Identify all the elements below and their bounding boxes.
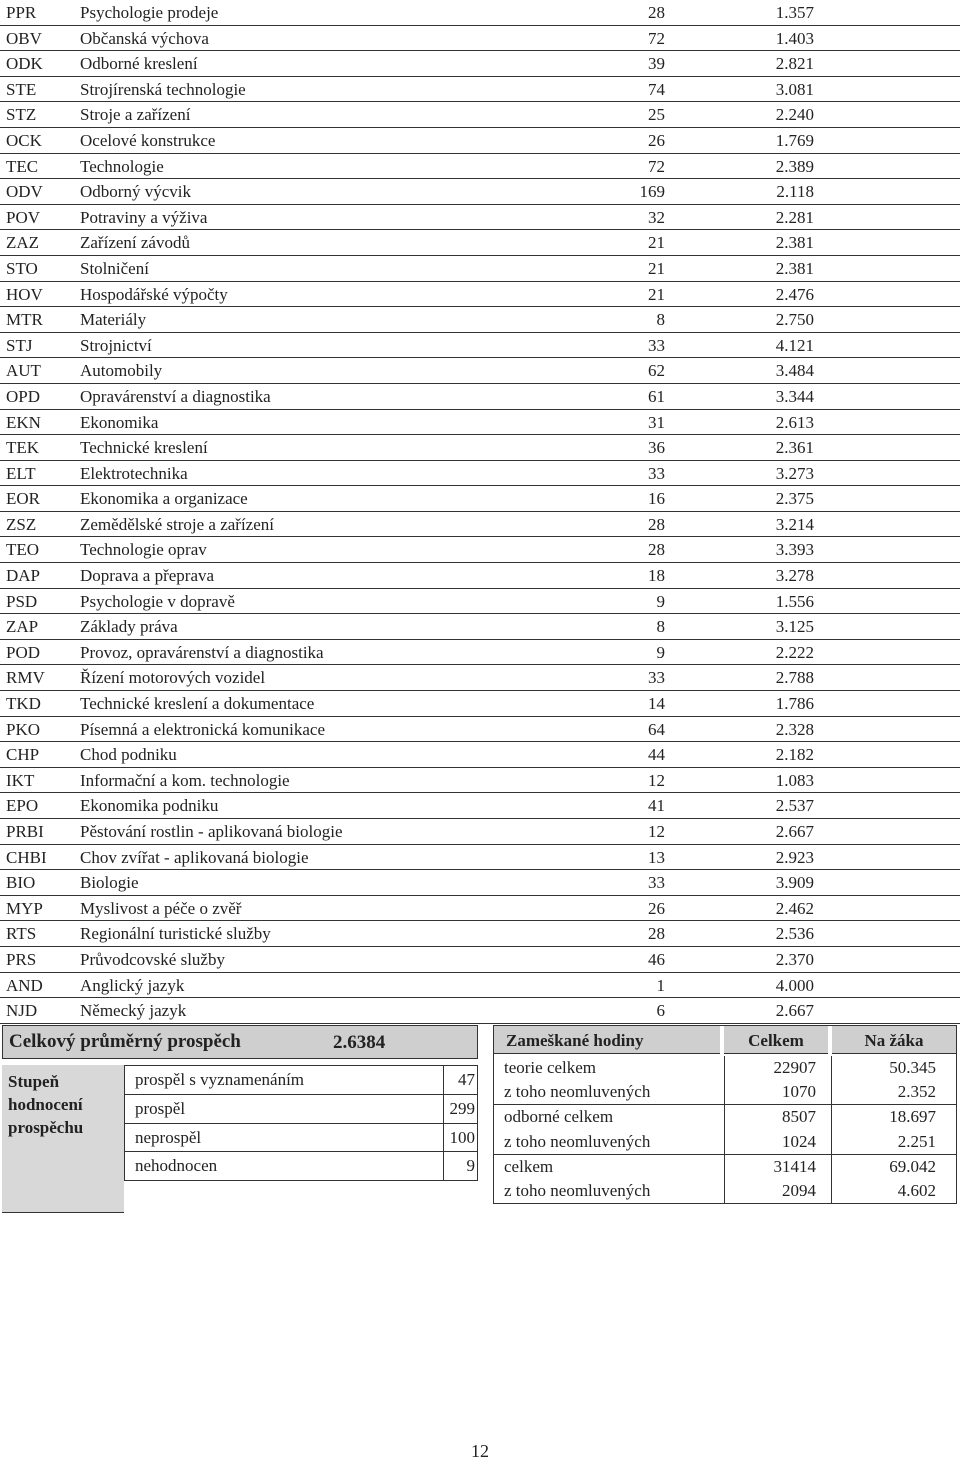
subject-average: 2.118: [776, 182, 814, 202]
subject-name: Automobily: [80, 361, 163, 381]
table-row: [0, 845, 960, 871]
table-row: [0, 154, 960, 180]
subject-name: Psychologie prodeje: [80, 3, 219, 22]
subject-code: RMV: [6, 668, 45, 688]
subject-name: Technologie oprav: [80, 540, 207, 560]
subject-name: Chov zvířat - aplikovaná biologie: [80, 847, 309, 867]
absence-label: z toho neomluvených: [504, 1082, 651, 1102]
absence-per-student: 69.042: [889, 1156, 936, 1176]
page-number: 12: [471, 1441, 489, 1461]
absence-total: 31414: [773, 1156, 816, 1176]
subject-code: AUT: [6, 361, 41, 381]
subject-name: Materiály: [80, 310, 147, 330]
subject-code: STJ: [6, 335, 33, 355]
grade-label: prospěl: [135, 1099, 186, 1118]
table-row: [0, 435, 960, 461]
subject-average: 3.484: [775, 361, 814, 381]
subject-name: Ekonomika: [80, 412, 159, 432]
subject-average: 2.281: [775, 207, 814, 227]
student-count: 33: [648, 668, 665, 688]
subject-average: 2.537: [775, 796, 814, 816]
subject-average: 2.370: [775, 949, 814, 969]
student-count: 9: [656, 591, 665, 611]
grade-label: neprospěl: [135, 1127, 202, 1147]
table-row: [0, 614, 960, 640]
grade-rows: [124, 1065, 478, 1181]
subject-code: DAP: [6, 566, 41, 586]
subject-name: Myslivost a péče o zvěř: [80, 898, 242, 918]
table-row: [0, 282, 960, 308]
absence-per-student: 2.352: [897, 1082, 936, 1102]
student-count: 33: [648, 335, 665, 355]
subject-code: PKO: [6, 719, 41, 739]
table-row: [0, 793, 960, 819]
subject-name: Technické kreslení a dokumentace: [80, 694, 315, 714]
subject-average: 2.821: [775, 54, 814, 74]
subject-average: 2.462: [775, 898, 814, 918]
subject-code: IKT: [6, 770, 35, 790]
subject-name: Strojírenská technologie: [80, 79, 246, 99]
subject-code: EPO: [6, 796, 39, 816]
table-row: [0, 870, 960, 896]
subject-average: 2.613: [775, 412, 814, 432]
grade-count: 299: [443, 1095, 477, 1123]
subject-average: 4.121: [775, 335, 814, 355]
student-count: 28: [648, 514, 665, 534]
subject-average: 2.923: [775, 847, 814, 867]
absence-total: 1024: [782, 1131, 816, 1151]
subject-name: Ekonomika a organizace: [80, 489, 248, 509]
table-row: [0, 691, 960, 717]
overall-average-row: [2, 1025, 478, 1059]
subject-name: Doprava a přeprava: [80, 566, 215, 586]
subject-average: 2.536: [775, 924, 814, 944]
table-row: [0, 819, 960, 845]
subject-code: EKN: [6, 412, 41, 432]
table-row: [0, 410, 960, 436]
subject-code: HOV: [6, 284, 43, 304]
absence-label: z toho neomluvených: [504, 1131, 651, 1151]
subject-name: Stolničení: [80, 258, 149, 278]
grade-row: [124, 1065, 478, 1095]
absence-label: odborné celkem: [504, 1107, 614, 1127]
subject-name: Pěstování rostlin - aplikovaná biologie: [80, 822, 343, 841]
subject-name: Regionální turistické služby: [80, 924, 271, 944]
subject-code: MTR: [6, 310, 43, 330]
grade-label-line: prospěchu: [8, 1118, 84, 1137]
table-row: [0, 461, 960, 487]
subject-average: 2.381: [775, 233, 814, 253]
student-count: 72: [648, 156, 665, 176]
grade-row: [124, 1124, 478, 1153]
student-count: 39: [648, 54, 665, 74]
table-row: [0, 333, 960, 359]
absences-table: [493, 1025, 957, 1204]
subject-code: NJD: [6, 1001, 38, 1021]
table-row: [0, 230, 960, 256]
student-count: 32: [648, 207, 665, 227]
subject-name: Občanská výchova: [80, 28, 209, 48]
student-count: 16: [648, 489, 665, 509]
overall-average-label: Celkový průměrný prospěch: [9, 1031, 241, 1052]
subject-name: Chod podniku: [80, 745, 177, 765]
subject-average: 1.556: [775, 591, 814, 611]
subject-name: Ekonomika podniku: [80, 796, 219, 816]
subject-name: Technické kreslení: [80, 438, 208, 458]
student-count: 8: [656, 617, 665, 637]
grade-label-line: Stupeň: [8, 1072, 60, 1091]
absence-label: teorie celkem: [504, 1058, 597, 1077]
subject-code: ODV: [6, 182, 43, 202]
student-count: 25: [648, 105, 665, 125]
subject-average: 2.361: [775, 438, 814, 458]
subject-name: Písemná a elektronická komunikace: [80, 719, 325, 739]
absence-total: 1070: [782, 1082, 816, 1102]
subject-name: Provoz, opravárenství a diagnostika: [80, 642, 324, 662]
subject-code: POD: [6, 642, 41, 662]
table-row: [0, 307, 960, 333]
subject-average: 2.328: [775, 719, 814, 739]
absence-per-student: 50.345: [889, 1058, 936, 1077]
subject-average: 1.403: [775, 28, 814, 48]
table-row: [0, 179, 960, 205]
table-row: [0, 589, 960, 615]
student-count: 8: [656, 310, 665, 330]
student-count: 46: [648, 949, 665, 969]
absences-header-per-student: Na žáka: [832, 1026, 956, 1054]
absence-per-student: 2.251: [897, 1131, 936, 1151]
subject-code: ZAZ: [6, 233, 40, 253]
subject-code: PRBI: [6, 822, 44, 841]
student-count: 72: [648, 28, 665, 48]
subject-code: RTS: [6, 924, 37, 944]
subject-code: STE: [6, 79, 37, 99]
student-count: 6: [656, 1001, 665, 1021]
column-divider: [724, 1056, 725, 1203]
table-row: [0, 896, 960, 922]
table-row: [0, 947, 960, 973]
table-row: [0, 717, 960, 743]
subject-average: 4.000: [775, 975, 814, 995]
subject-name: Základy práva: [80, 617, 178, 637]
subject-average: 2.240: [775, 105, 814, 125]
student-count: 28: [648, 540, 665, 560]
grade-count: 47: [443, 1066, 477, 1094]
absence-per-student: 18.697: [889, 1107, 936, 1127]
column-divider: [831, 1056, 832, 1203]
subject-average: 3.273: [775, 463, 814, 483]
grade-distribution: [2, 1065, 478, 1213]
student-count: 26: [648, 898, 665, 918]
subject-code: PSD: [6, 591, 38, 611]
table-row: [0, 0, 960, 26]
table-row: [0, 256, 960, 282]
subject-code: OPD: [6, 386, 41, 406]
subject-code: EOR: [6, 489, 40, 509]
subject-code: POV: [6, 207, 41, 227]
subject-name: Opravárenství a diagnostika: [80, 386, 271, 406]
subject-name: Odborný výcvik: [80, 182, 191, 202]
grade-label: nehodnocen: [135, 1156, 218, 1175]
table-row: [0, 358, 960, 384]
subject-name: Elektrotechnika: [80, 463, 188, 483]
subject-name: Ocelové konstrukce: [80, 130, 216, 150]
subject-average: 3.909: [775, 873, 814, 893]
student-count: 1: [656, 975, 665, 995]
table-row: [0, 26, 960, 52]
grade-label: prospěl s vyznamenáním: [135, 1070, 305, 1089]
subject-average: 3.278: [775, 566, 814, 586]
subject-name: Německý jazyk: [80, 1001, 187, 1021]
absences-header: [494, 1026, 956, 1056]
student-count: 12: [648, 822, 665, 841]
table-row: [0, 640, 960, 666]
subject-average: 2.182: [775, 745, 814, 765]
student-count: 21: [648, 233, 665, 253]
student-count: 9: [656, 642, 665, 662]
student-count: 21: [648, 258, 665, 278]
subject-average: 1.769: [775, 130, 814, 150]
absence-total: 22907: [773, 1058, 816, 1077]
student-count: 21: [648, 284, 665, 304]
overall-average-value: 2.6384: [333, 1032, 386, 1053]
subject-code: ODK: [6, 54, 43, 74]
absence-total: 2094: [782, 1180, 816, 1200]
student-count: 14: [648, 694, 665, 714]
subject-code: PRS: [6, 949, 37, 969]
student-count: 61: [648, 386, 665, 406]
subject-code: OCK: [6, 130, 42, 150]
grade-count: 9: [443, 1152, 477, 1180]
student-count: 28: [648, 3, 665, 22]
subject-name: Stroje a zařízení: [80, 105, 191, 125]
subject-average: 3.344: [775, 386, 814, 406]
student-count: 62: [648, 361, 665, 381]
subject-code: BIO: [6, 873, 36, 893]
student-count: 41: [648, 796, 665, 816]
subject-code: AND: [6, 975, 43, 995]
subject-average: 2.476: [775, 284, 814, 304]
subject-code: ZAP: [6, 617, 39, 637]
grade-row: [124, 1095, 478, 1124]
grade-count: 100: [443, 1124, 477, 1152]
absences-header-label: Zameškané hodiny: [494, 1026, 720, 1054]
table-row: [0, 665, 960, 691]
subject-code: TEK: [6, 438, 40, 458]
subject-code: TKD: [6, 694, 41, 714]
table-row: [0, 512, 960, 538]
subject-code: OBV: [6, 28, 42, 48]
subject-name: Technologie: [80, 156, 164, 176]
student-count: 44: [648, 745, 665, 765]
grade-row: [124, 1152, 478, 1181]
absence-per-student: 4.602: [897, 1180, 936, 1200]
table-row: [0, 537, 960, 563]
table-row: [0, 102, 960, 128]
student-count: 169: [639, 182, 665, 202]
student-count: 64: [648, 719, 665, 739]
subject-name: Odborné kreslení: [80, 54, 198, 74]
student-count: 74: [648, 79, 665, 99]
table-row: [0, 563, 960, 589]
subject-average: 1.083: [775, 770, 814, 790]
subject-average: 2.788: [775, 668, 814, 688]
student-count: 33: [648, 873, 665, 893]
subject-name: Psychologie v dopravě: [80, 591, 235, 611]
subject-code: PPR: [6, 3, 37, 22]
subject-name: Zemědělské stroje a zařízení: [80, 514, 274, 534]
subject-code: ZSZ: [6, 514, 37, 534]
subject-name: Biologie: [80, 873, 139, 893]
student-count: 28: [648, 924, 665, 944]
table-row: [0, 128, 960, 154]
subject-name: Hospodářské výpočty: [80, 284, 228, 304]
subject-average: 2.667: [775, 822, 814, 841]
subject-name: Zařízení závodů: [80, 233, 190, 253]
subject-average: 2.381: [775, 258, 814, 278]
subject-average: 3.393: [775, 540, 814, 560]
subject-average: 2.750: [775, 310, 814, 330]
student-count: 18: [648, 566, 665, 586]
student-count: 12: [648, 770, 665, 790]
student-count: 31: [648, 412, 665, 432]
table-row: [0, 384, 960, 410]
table-row: [0, 77, 960, 103]
table-row: [0, 51, 960, 77]
subject-code: STZ: [6, 105, 37, 125]
absence-label: z toho neomluvených: [504, 1180, 651, 1200]
table-row: [0, 973, 960, 999]
absence-total: 8507: [782, 1107, 816, 1127]
table-row: [0, 205, 960, 231]
absences-header-total: Celkem: [724, 1026, 828, 1054]
subject-name: Informační a kom. technologie: [80, 770, 290, 790]
subject-average: 2.375: [775, 489, 814, 509]
table-row: [0, 742, 960, 768]
subject-average: 3.081: [775, 79, 814, 99]
subject-average: 2.667: [775, 1001, 814, 1021]
subject-code: STO: [6, 258, 38, 278]
grade-label-line: hodnocení: [8, 1095, 83, 1114]
subject-average: 1.786: [775, 694, 814, 714]
subject-name: Potraviny a výživa: [80, 207, 208, 227]
subject-code: TEC: [6, 156, 39, 176]
subject-average: 3.125: [775, 617, 814, 637]
subject-average: 2.222: [775, 642, 814, 662]
table-row: [0, 486, 960, 512]
subject-average: 3.214: [775, 514, 814, 534]
subject-code: MYP: [6, 898, 43, 918]
table-row: [0, 998, 960, 1024]
absence-label: celkem: [504, 1156, 554, 1176]
subject-name: Anglický jazyk: [80, 975, 185, 995]
subject-average: 2.389: [775, 156, 814, 176]
subject-code: CHBI: [6, 847, 47, 867]
subject-name: Řízení motorových vozidel: [80, 668, 266, 688]
student-count: 36: [648, 438, 665, 458]
subject-code: CHP: [6, 745, 40, 765]
student-count: 33: [648, 463, 665, 483]
subject-code: TEO: [6, 540, 40, 560]
student-count: 13: [648, 847, 665, 867]
subject-average: 1.357: [775, 3, 814, 22]
subject-name: Strojnictví: [80, 335, 152, 355]
subject-code: ELT: [6, 463, 36, 483]
student-count: 26: [648, 130, 665, 150]
subject-name: Průvodcovské služby: [80, 949, 225, 969]
grade-distribution-label: [2, 1065, 124, 1213]
table-row: [0, 921, 960, 947]
overall-summary: [2, 1025, 478, 1213]
table-row: [0, 768, 960, 794]
